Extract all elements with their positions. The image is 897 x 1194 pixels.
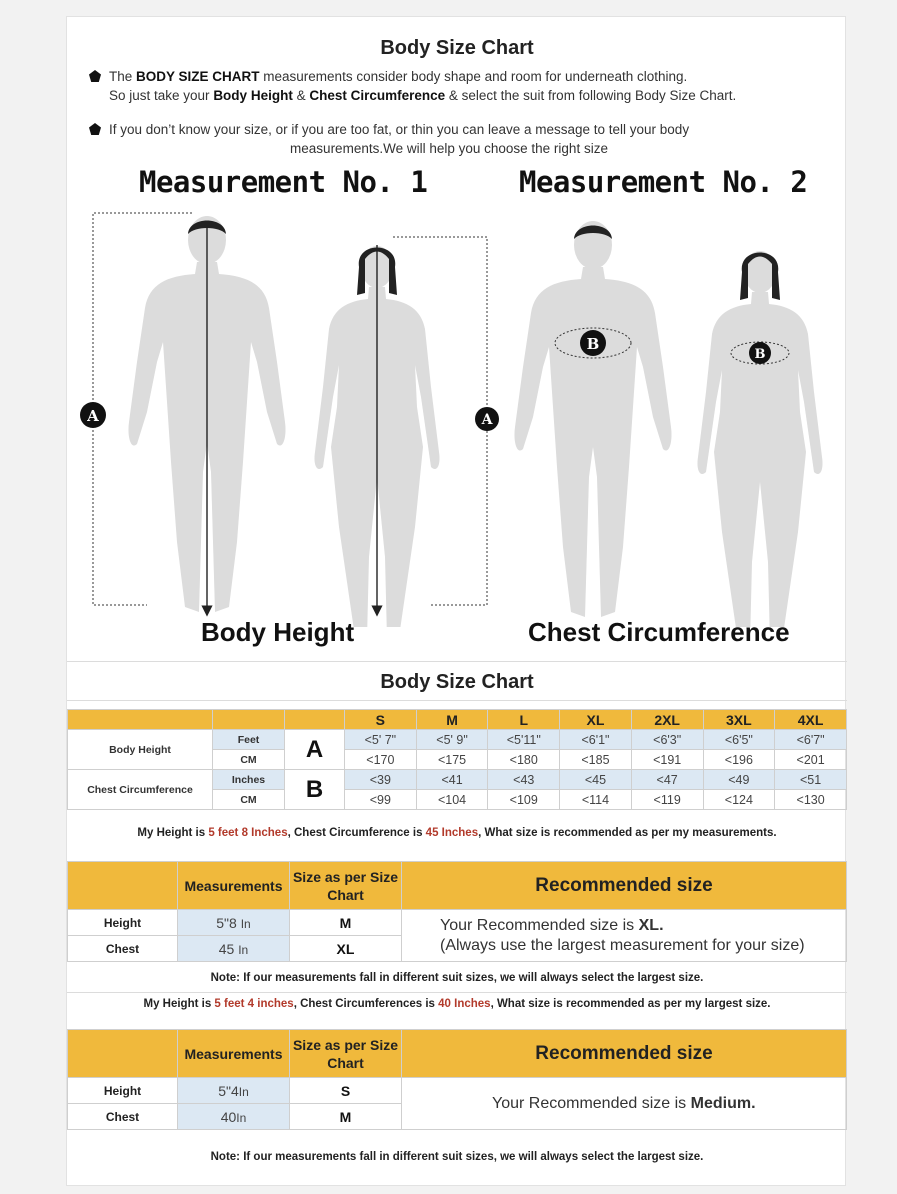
table-cell: <196 xyxy=(703,750,775,770)
size-header: L xyxy=(488,710,560,730)
size-per-chart-header: Size as per Size Chart xyxy=(290,1030,402,1078)
table-cell: <49 xyxy=(703,770,775,790)
size-header: 3XL xyxy=(703,710,775,730)
unit-label: Feet xyxy=(213,730,285,750)
size-per-chart-header: Size as per Size Chart xyxy=(290,862,402,910)
measurement-value: 5"8 In xyxy=(178,910,290,936)
marker-a-male xyxy=(80,402,106,428)
table-cell: <175 xyxy=(416,750,488,770)
body-figures-illustration xyxy=(67,207,847,627)
recommended-size-header: Recommended size xyxy=(402,1030,847,1078)
measurement-letter-a: A xyxy=(285,730,345,770)
table-row xyxy=(68,770,847,790)
table-cell: <39 xyxy=(345,770,417,790)
example-1-header xyxy=(68,862,847,910)
table-cell: <170 xyxy=(345,750,417,770)
measurement-1-heading: Measurement No. 1 xyxy=(139,165,428,199)
size-table xyxy=(67,709,847,810)
page-title: Body Size Chart xyxy=(380,37,534,59)
table-cell: <191 xyxy=(631,750,703,770)
measurement-2-heading: Measurement No. 2 xyxy=(519,165,808,199)
recommendation-text: Your Recommended size is XL. (Always use the largest measurement for your size) xyxy=(402,910,847,962)
unit-label: Inches xyxy=(213,770,285,790)
table-cell: <6'1" xyxy=(560,730,632,750)
example-1-table xyxy=(67,861,847,962)
row-label-body-height: Body Height xyxy=(68,730,213,770)
intro-bullet-2: If you don’t know your size, or if you are too fat, or thin you can leave a message to tell your body measurements.We will help you choose the right size xyxy=(89,120,829,158)
recommendation-text: Your Recommended size is Medium. xyxy=(402,1078,847,1130)
marker-a-female xyxy=(475,407,499,431)
example-1-question: My Height is 5 feet 8 Inches, Chest Circumference is 45 Inches, What size is recommended as per my measurements. xyxy=(137,827,777,839)
table-cell: <201 xyxy=(775,750,847,770)
measurement-value: 45 In xyxy=(178,936,290,962)
row-label-chest: Chest Circumference xyxy=(68,770,213,810)
unit-label: CM xyxy=(213,750,285,770)
svg-text:A: A xyxy=(87,407,99,425)
table-cell: <5' 7" xyxy=(345,730,417,750)
svg-text:B: B xyxy=(754,347,766,362)
table-row: Chest 40In M xyxy=(68,1104,847,1130)
table-row: Height 5"8 In M Your Recommended size is XL. (Always use the largest measurement for your size) xyxy=(68,910,847,936)
example-2-table xyxy=(67,1029,847,1130)
recommended-size-header: Recommended size xyxy=(402,862,847,910)
table-cell: <130 xyxy=(775,790,847,810)
unit-label: CM xyxy=(213,790,285,810)
table-cell: <6'7" xyxy=(775,730,847,750)
table-row: Chest 45 In XL xyxy=(68,936,847,962)
table-cell: <180 xyxy=(488,750,560,770)
table-row xyxy=(68,730,847,750)
table-cell: <51 xyxy=(775,770,847,790)
table-cell: <41 xyxy=(416,770,488,790)
size-header: M xyxy=(416,710,488,730)
size-header: XL xyxy=(560,710,632,730)
table-cell: <124 xyxy=(703,790,775,810)
svg-text:B: B xyxy=(586,335,600,353)
body-height-caption: Body Height xyxy=(201,617,355,647)
intro-bullet-1: The BODY SIZE CHART measurements consider body shape and room for underneath clothing. So just take your Body Height & Chest Circumference & select the suit from following Body Size Chart. xyxy=(89,67,829,105)
svg-text:A: A xyxy=(481,412,493,428)
size-header: S xyxy=(345,710,417,730)
size-chart-sheet xyxy=(66,16,846,1186)
table-cell: <45 xyxy=(560,770,632,790)
example-2-header xyxy=(68,1030,847,1078)
table-cell: <6'3" xyxy=(631,730,703,750)
marker-b-female xyxy=(749,342,771,364)
example-2-note: Note: If our measurements fall in different suit sizes, we will always select the largest size. xyxy=(210,1151,704,1163)
size-header: 4XL xyxy=(775,710,847,730)
measurement-value: 5"4In xyxy=(178,1078,290,1104)
table-cell: <5'11" xyxy=(488,730,560,750)
table-cell: <5' 9" xyxy=(416,730,488,750)
size-table-header xyxy=(68,710,847,730)
measurements-header: Measurements xyxy=(178,1030,290,1078)
measurement-value: 40In xyxy=(178,1104,290,1130)
measurements-header: Measurements xyxy=(178,862,290,910)
example-1-note: Note: If our measurements fall in different suit sizes, we will always select the largest size. xyxy=(210,972,704,984)
table-cell: <114 xyxy=(560,790,632,810)
pentagon-bullet-icon xyxy=(89,70,101,82)
marker-b-male xyxy=(580,330,606,356)
table-cell: <47 xyxy=(631,770,703,790)
table-cell: <43 xyxy=(488,770,560,790)
table-cell: <6'5" xyxy=(703,730,775,750)
pentagon-bullet-icon xyxy=(89,123,101,135)
chest-circumference-caption: Chest Circumference xyxy=(528,617,790,647)
table-cell: <109 xyxy=(488,790,560,810)
size-header: 2XL xyxy=(631,710,703,730)
chart-title: Body Size Chart xyxy=(380,671,534,693)
table-cell: <119 xyxy=(631,790,703,810)
table-cell: <104 xyxy=(416,790,488,810)
table-row: Height 5"4In S Your Recommended size is Medium. xyxy=(68,1078,847,1104)
table-cell: <99 xyxy=(345,790,417,810)
example-2-question: My Height is 5 feet 4 inches, Chest Circumferences is 40 Inches, What size is recommended as per my largest size. xyxy=(143,998,771,1010)
table-cell: <185 xyxy=(560,750,632,770)
measurement-letter-b: B xyxy=(285,770,345,810)
